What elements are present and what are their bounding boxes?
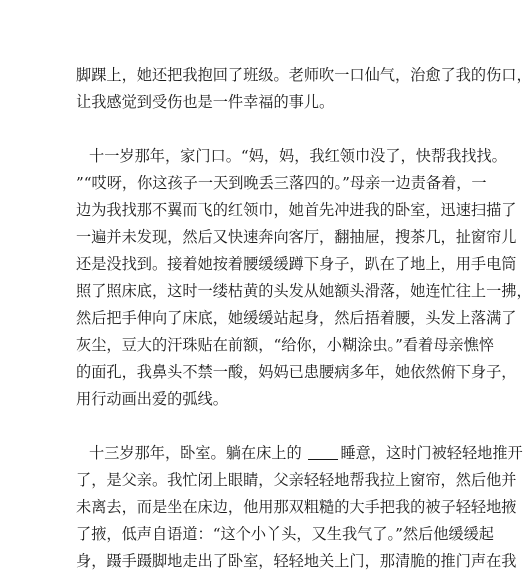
paragraph-2-line-3: 边为我找那不翼而飞的红领巾，她首先冲进我的卧室，迅速扫描了 <box>76 201 517 219</box>
paragraph-2-line-2: ”“哎呀，你这孩子一天到晚丢三落四的。”母亲一边责备着，一 <box>76 174 487 192</box>
paragraph-3-line-1-after-blank: 睡意，这时门被轻轻地推开 <box>340 444 523 462</box>
paragraph-2-line-4: 一遍并未发现，然后又快速奔向客厅，翻抽屉，搜茶几，扯窗帘儿 <box>76 228 517 246</box>
paragraph-2-line-8: 灰尘，豆大的汗珠贴在前额，“给你，小糊涂虫。”看着母亲憔悴 <box>76 336 494 354</box>
paragraph-1-line-1: 脚踝上，她还把我抱回了班级。老师吹一口仙气，治愈了我的伤口， <box>76 66 532 84</box>
paragraph-2-line-6: 照了照床底，这时一缕枯黄的头发从她额头滑落，她连忙往上一拂， <box>76 282 532 300</box>
paragraph-3-line-2: 了，是父亲。我忙闭上眼睛，父亲轻轻地帮我拉上窗帘，然后他并 <box>76 471 517 489</box>
paragraph-2-line-1: 十一岁那年，家门口。“妈，妈，我红领巾没了，快帮我找找。 <box>89 147 507 165</box>
paragraph-3-line-5: 身，蹑手蹑脚地走出了卧室，轻轻地关上门，那清脆的推门声在我 <box>76 552 517 570</box>
paragraph-3-line-3: 未离去，而是坐在床边，他用那双粗糙的大手把我的被子轻轻地掖 <box>76 498 517 516</box>
fill-in-blank <box>308 442 338 460</box>
paragraph-2-line-5: 还是没找到。接着她按着腰缓缓蹲下身子，趴在了地上，用手电筒 <box>76 255 517 273</box>
paragraph-2-line-7: 然后把手伸向了床底，她缓缓站起身，然后捂着腰，头发上落满了 <box>76 309 517 327</box>
paragraph-2-line-10: 用行动画出爱的弧线。 <box>76 390 228 408</box>
paragraph-3-line-1-before-blank: 十三岁那年，卧室。躺在床上的 <box>89 444 307 462</box>
paragraph-3-line-4: 了掖，低声自语道：“这个小丫头，又生我气了。”然后他缓缓起 <box>76 525 494 543</box>
paragraph-1-line-2: 让我感觉到受伤也是一件幸福的事儿。 <box>76 93 335 111</box>
paragraph-3-line-1 <box>89 440 523 468</box>
paragraph-2-line-9: 的面孔，我鼻头不禁一酸，妈妈已患腰病多年，她依然俯下身子， <box>76 363 517 381</box>
